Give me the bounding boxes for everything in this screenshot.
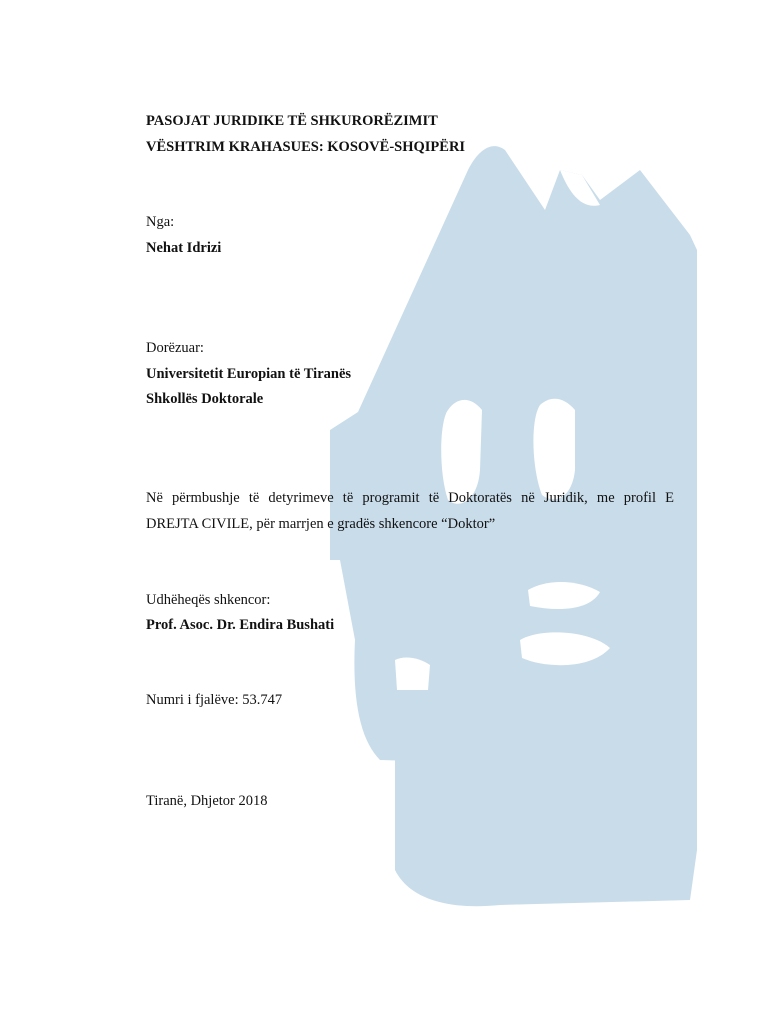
institution-line-2: Shkollës Doktorale [146,391,264,407]
author-name: Nehat Idrizi [146,240,222,256]
purpose-paragraph [146,485,674,537]
supervisor-name: Prof. Asoc. Dr. Endira Bushati [146,617,335,633]
thesis-title-line-1: PASOJAT JURIDIKE TË SHKURORËZIMIT [146,113,438,129]
place-date: Tiranë, Dhjetor 2018 [146,793,268,809]
purpose-line-2: DREJTA CIVILE, për marrjen e gradës shkencore “Doktor” [146,516,496,532]
supervisor-label: Udhëheqës shkencor: [146,592,271,608]
purpose-line-1: Në përmbushje të detyrimeve të programit të Doktoratës në Juridik, me profil E [146,490,674,506]
author-label: Nga: [146,214,175,230]
word-count: Numri i fjalëve: 53.747 [146,692,283,708]
institution-line-1: Universitetit Europian të Tiranës [146,366,352,382]
submitted-label: Dorëzuar: [146,340,204,356]
thesis-title-line-2: VËSHTRIM KRAHASUES: KOSOVË-SHQIPËRI [146,139,466,155]
